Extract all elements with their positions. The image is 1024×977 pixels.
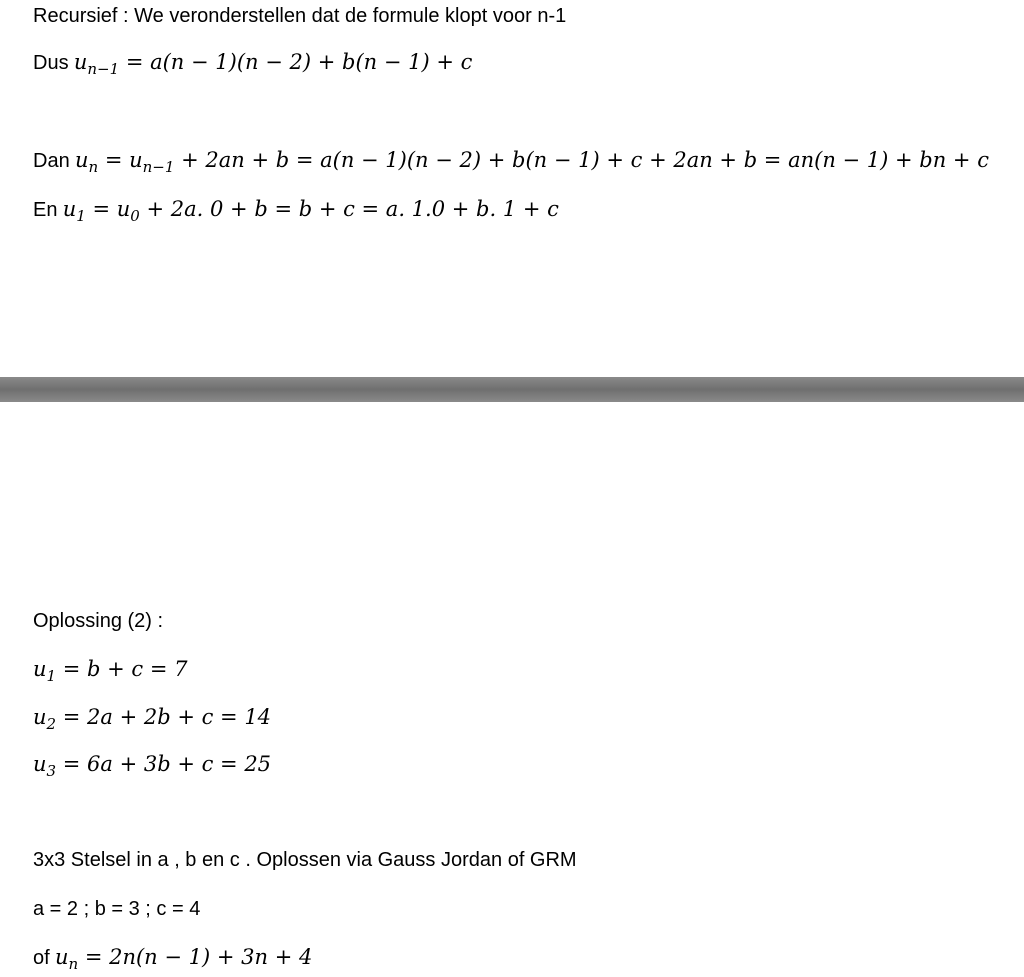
dus-line [33,48,472,77]
dan-line [33,146,989,175]
equation-u3: $u_3 = 6a + 3b + c = 25$ [33,752,272,780]
dan-label: Dan [33,150,70,172]
dus-formula: $u_{n-1} = a(n - 1)(n - 2) + b(n - 1) + c$ [73,50,473,78]
equation-u1: $u_1 = b + c = 7$ [33,657,188,685]
en-formula: $u_1 = u_0 + 2a$. 0 + b = b + c = a. 1.0 + b. 1 + c [62,197,559,225]
final-formula-line [33,943,312,972]
solution-values: a = 2 ; b = 3 ; c = 4 [33,898,201,920]
system-description: 3x3 Stelsel in a , b en c . Oplossen via Gauss Jordan of GRM [33,849,577,871]
page-separator [0,377,1024,402]
equation-u2: $u_2 = 2a + 2b + c = 14$ [33,705,272,733]
en-label: En [33,199,58,221]
final-formula: $u_n = 2n(n - 1) + 3n + 4$ [54,945,313,973]
recursion-intro: Recursief : We veronderstellen dat de formule klopt voor n-1 [33,5,567,27]
solution-title: Oplossing (2) : [33,610,164,632]
of-label: of [33,947,50,969]
dus-label: Dus [33,52,69,74]
dan-formula: $u_n = u_{n-1} + 2an + b = a(n - 1)(n - 2) + b(n - 1) + c + 2an + b = an(n - 1)$ + bn + c [74,148,989,176]
en-line [33,195,559,224]
